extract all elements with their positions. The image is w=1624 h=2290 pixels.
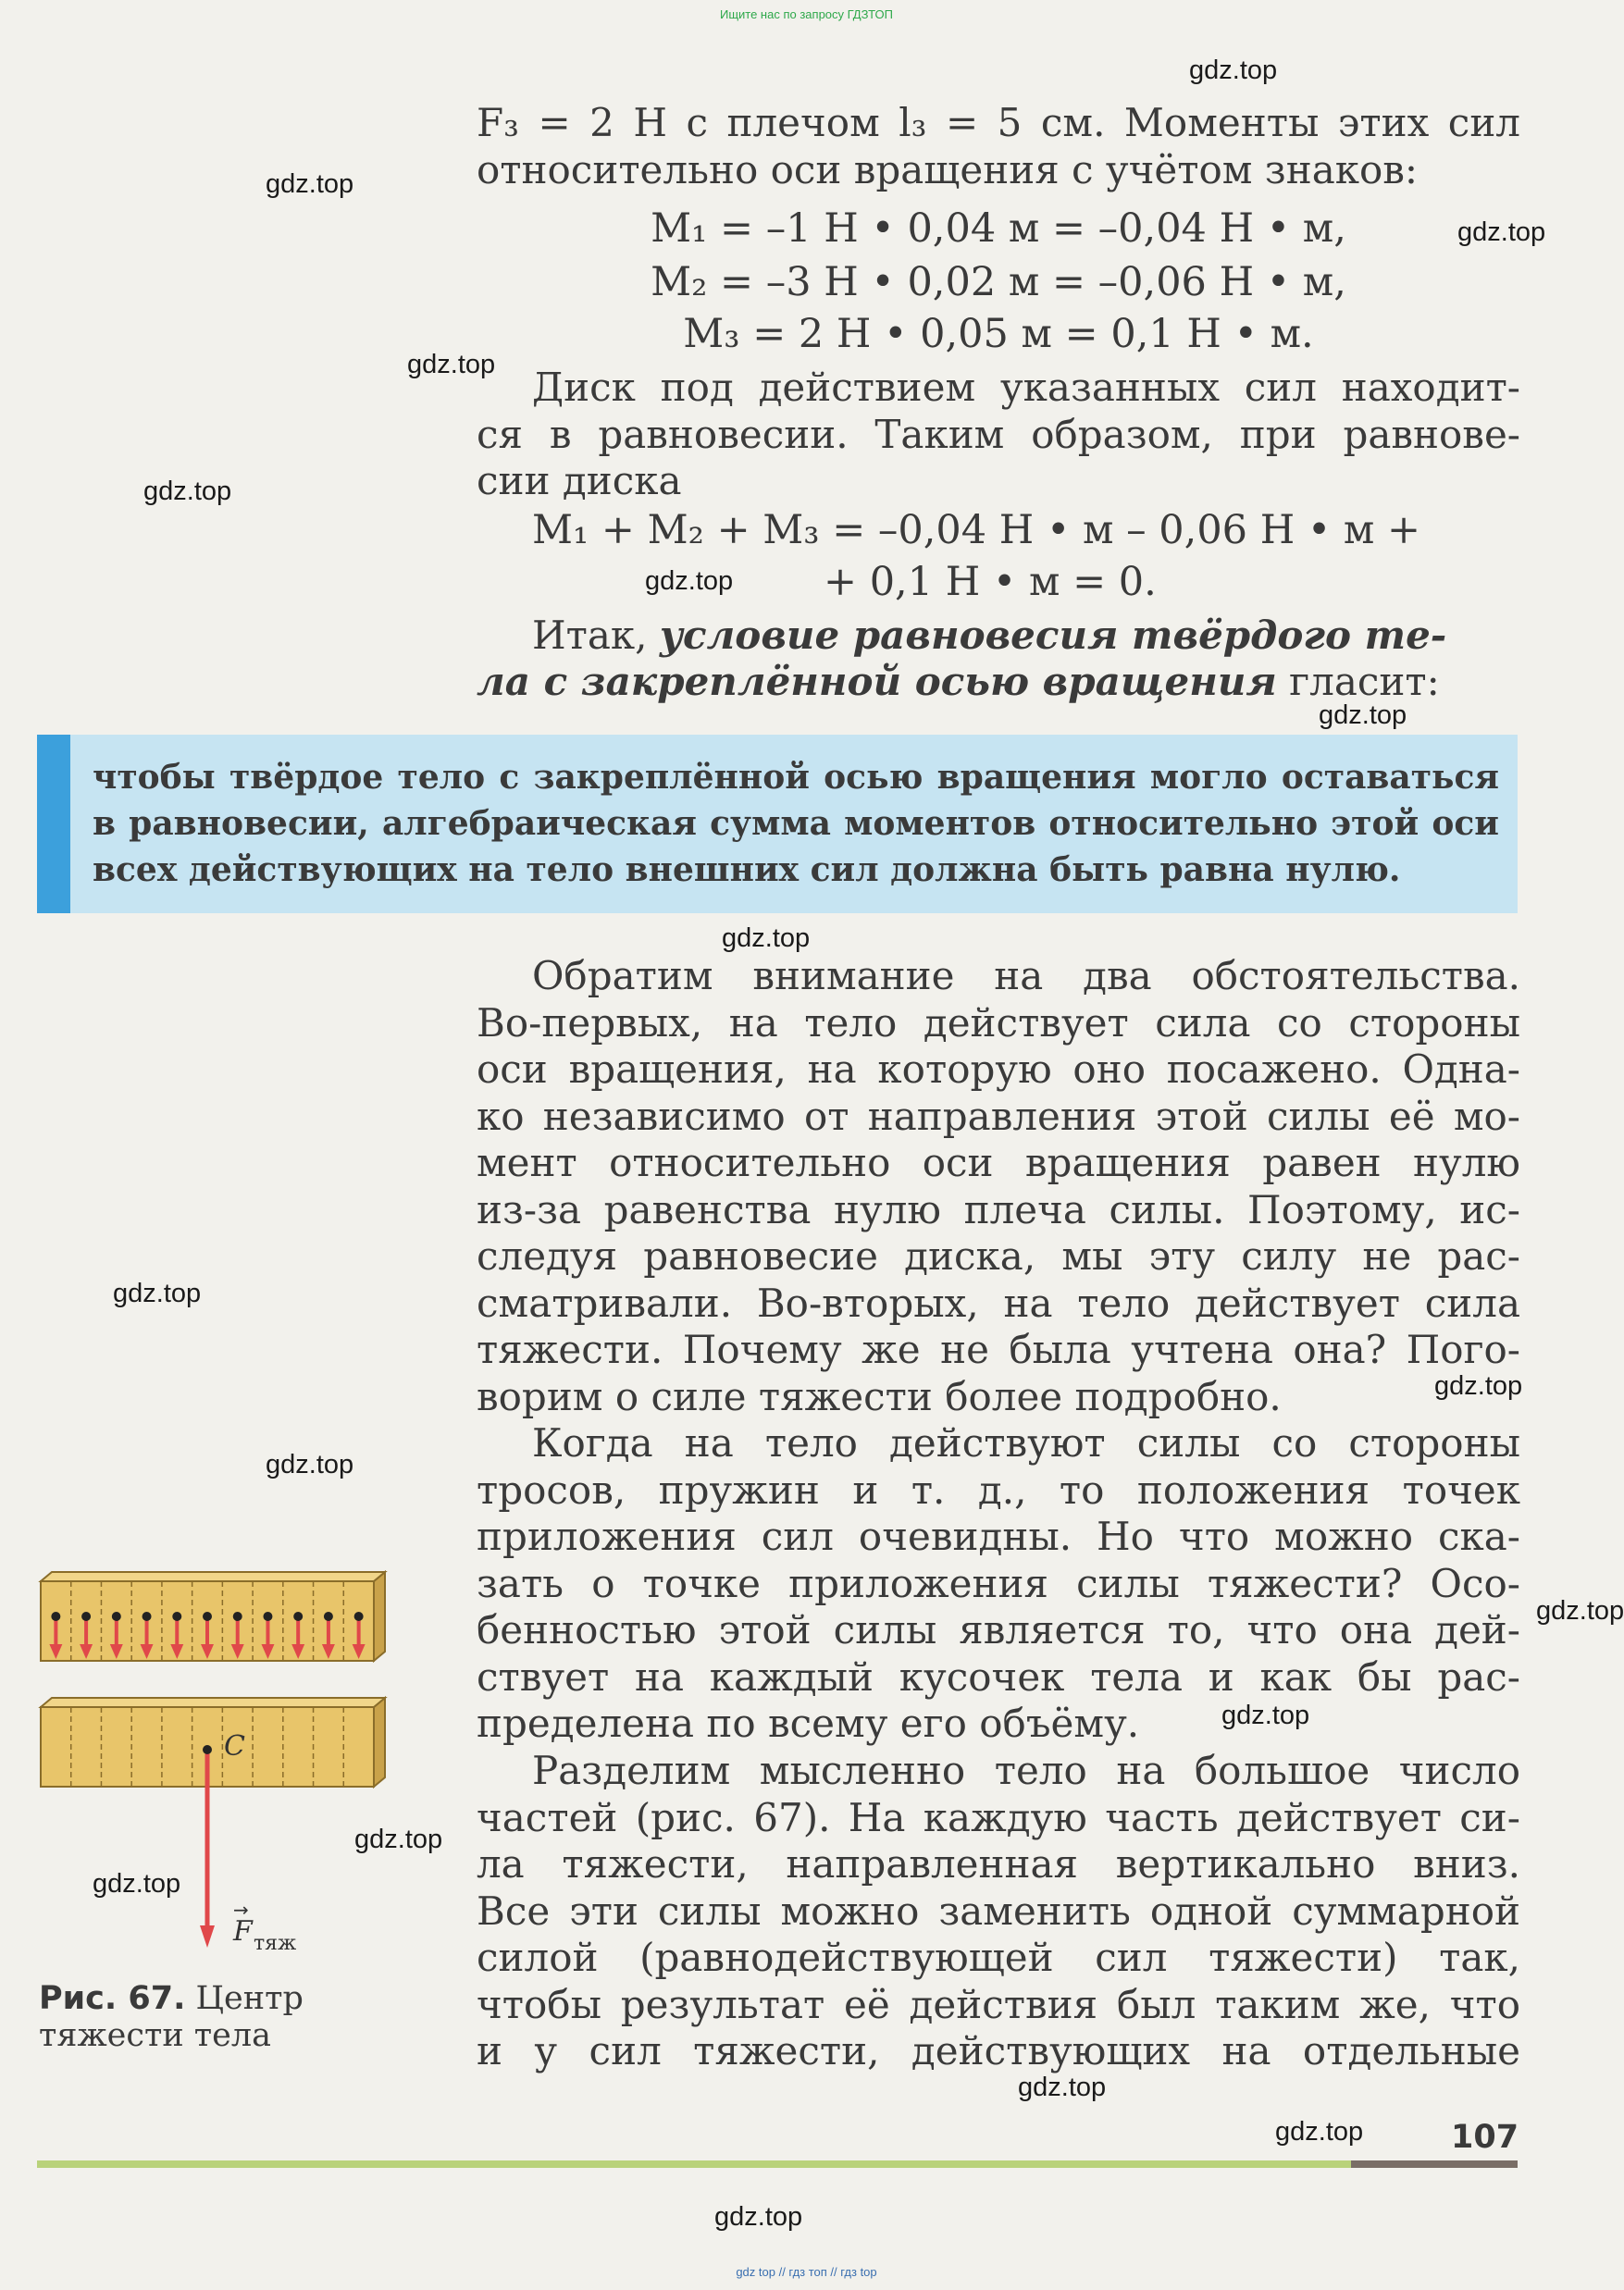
text-line: сии диска xyxy=(477,458,682,503)
bar-center-of-gravity xyxy=(41,1698,385,1948)
text-line: мент относительно оси вращения равен нулю xyxy=(477,1140,1520,1185)
page-number: 107 xyxy=(1451,2119,1519,2156)
formula-sum-line2: + 0,1 Н • м = 0. xyxy=(824,559,1157,605)
watermark: gdz.top xyxy=(1189,56,1278,85)
text-line: Обратим внимание на два обстоятельства. xyxy=(532,953,1520,998)
text-line: Разделим мысленно тело на большое число xyxy=(532,1748,1520,1793)
text-line: сматривали. Во-вторых, на тело действует сила xyxy=(477,1280,1520,1326)
text-line: бенностью этой силы является то, что она дей- xyxy=(477,1607,1520,1653)
paragraph-6 xyxy=(477,1748,1520,2075)
caption-text: Центр xyxy=(185,1980,304,2017)
rule-line: чтобы твёрдое тело с закреплённой осью вращения могло оставаться xyxy=(93,758,1499,797)
rule-line: всех действующих на тело внешних сил должна быть равна нулю. xyxy=(93,850,1401,889)
text-line: ся в равновесии. Таким образом, при равнове- xyxy=(477,411,1520,457)
lead-text: Итак, xyxy=(532,613,648,658)
bold-term: условие равновесия твёрдого те- xyxy=(659,613,1447,658)
footer-rule-dark xyxy=(1351,2160,1518,2168)
caption-text-line2: тяжести тела xyxy=(39,2017,271,2054)
text-line: чтобы результат её действия был таким же, что xyxy=(477,1981,1520,2027)
text-line: ла тяжести, направленная вертикально вниз. xyxy=(477,1841,1520,1887)
part-center-point xyxy=(51,1612,60,1621)
paragraph-5 xyxy=(477,1420,1520,1748)
vector-arrow-symbol: → xyxy=(233,1899,249,1921)
rule-box-accent xyxy=(37,735,70,913)
watermark: gdz.top xyxy=(407,350,496,379)
watermark: gdz.top xyxy=(1275,2117,1364,2147)
formula-m3: M₃ = 2 Н • 0,05 м = 0,1 Н • м. xyxy=(683,311,1314,357)
part-center-point xyxy=(233,1612,242,1621)
part-center-point xyxy=(293,1612,303,1621)
text-line: оси вращения, на которую оно посажено. Одна- xyxy=(477,1046,1520,1092)
part-center-point xyxy=(263,1612,272,1621)
watermark: gdz.top xyxy=(1221,1701,1310,1730)
text-line: следуя равновесие диска, мы эту силу не рас- xyxy=(477,1233,1520,1279)
text-line: Во-первых, на тело действует сила со стороны xyxy=(477,999,1520,1046)
watermark: gdz.top xyxy=(1434,1371,1523,1401)
rule-line: в равновесии, алгебраическая сумма моментов относительно этой оси xyxy=(93,804,1499,843)
watermark: gdz.top xyxy=(266,1450,354,1479)
watermark: gdz.top xyxy=(354,1825,443,1854)
bottom-note: gdz top // гдз топ // гдз top xyxy=(736,2265,877,2279)
gravity-arrowhead xyxy=(200,1925,215,1948)
top-note: Ищите нас по запросу ГДЗТОП xyxy=(719,7,893,21)
text-line: пределена по всему его объёму. xyxy=(477,1701,1140,1746)
text-line: из-за равенства нулю плеча силы. Поэтому, ис- xyxy=(477,1186,1520,1232)
watermark: gdz.top xyxy=(113,1279,202,1308)
label-f-subscript: тяж xyxy=(254,1932,297,1955)
watermark: gdz.top xyxy=(1457,217,1546,247)
text-line: частей (рис. 67). На каждую часть действует си- xyxy=(477,1794,1520,1840)
paragraph-2 xyxy=(477,365,1520,505)
text-line: тросов, пружин и т. д., то положения точек xyxy=(477,1467,1520,1513)
watermark: gdz.top xyxy=(1319,700,1407,730)
part-center-point xyxy=(203,1612,212,1621)
watermark: gdz.top xyxy=(266,169,354,199)
watermark: gdz.top xyxy=(722,923,811,953)
figure-caption xyxy=(39,1980,304,2054)
text-line: силой (равнодействующей сил тяжести) так, xyxy=(477,1935,1520,1980)
part-center-point xyxy=(112,1612,121,1621)
text-line: относительно оси вращения с учётом знаков: xyxy=(477,146,1419,192)
part-center-point xyxy=(324,1612,333,1621)
formula-sum-line1: M₁ + M₂ + M₃ = –0,04 Н • м – 0,06 Н • м + xyxy=(532,507,1421,553)
watermark: gdz.top xyxy=(714,2202,803,2232)
paragraph-3-line1 xyxy=(532,613,1446,659)
text-line: Когда на тело действуют силы со стороны xyxy=(532,1420,1520,1466)
part-center-point xyxy=(81,1612,91,1621)
footer-rule xyxy=(37,2160,1351,2168)
figure-67 xyxy=(28,1559,398,1966)
text-line: ворим о силе тяжести более подробно. xyxy=(477,1373,1282,1419)
formula-m2: M₂ = –3 Н • 0,02 м = –0,06 Н • м, xyxy=(651,259,1346,305)
part-center-point xyxy=(143,1612,152,1621)
watermark: gdz.top xyxy=(1536,1596,1624,1626)
part-center-point xyxy=(172,1612,181,1621)
caption-number: Рис. 67. xyxy=(39,1980,186,2017)
text-line: приложения сил очевидны. Но что можно ска- xyxy=(477,1514,1520,1559)
watermark: gdz.top xyxy=(1018,2073,1107,2102)
watermark: gdz.top xyxy=(645,566,734,596)
paragraph-3-line2 xyxy=(477,659,1440,705)
watermark: gdz.top xyxy=(143,477,232,506)
text-line: F₃ = 2 Н с плечом l₃ = 5 см. Моменты этих сил xyxy=(477,100,1520,145)
paragraph-4 xyxy=(477,953,1523,1420)
text-line: зать о точке приложения силы тяжести? Осо- xyxy=(477,1560,1520,1606)
part-center-point xyxy=(354,1612,364,1621)
label-c: C xyxy=(224,1730,245,1763)
paragraph-1 xyxy=(477,100,1520,193)
text-line: ствует на каждый кусочек тела и как бы рас- xyxy=(477,1653,1520,1700)
text-line: тяжести. Почему же не была учтена она? Пого- xyxy=(477,1327,1520,1372)
text-line: Все эти силы можно заменить одной суммарной xyxy=(477,1888,1520,1934)
rule-text xyxy=(93,754,1499,893)
formula-m1: M₁ = –1 Н • 0,04 м = –0,04 Н • м, xyxy=(651,205,1346,252)
bold-term: ла с закреплённой осью вращения xyxy=(477,659,1277,704)
tail-text: гласит: xyxy=(1289,659,1440,704)
text-line: и у сил тяжести, действующих на отдельные xyxy=(477,2028,1520,2073)
center-point xyxy=(203,1745,212,1754)
label-f: F xyxy=(233,1915,253,1948)
bar-divided xyxy=(41,1572,385,1661)
text-line: Диск под действием указанных сил находит- xyxy=(532,365,1520,410)
text-line: ко независимо от направления этой силы её мо- xyxy=(477,1093,1520,1139)
watermark: gdz.top xyxy=(93,1869,181,1899)
